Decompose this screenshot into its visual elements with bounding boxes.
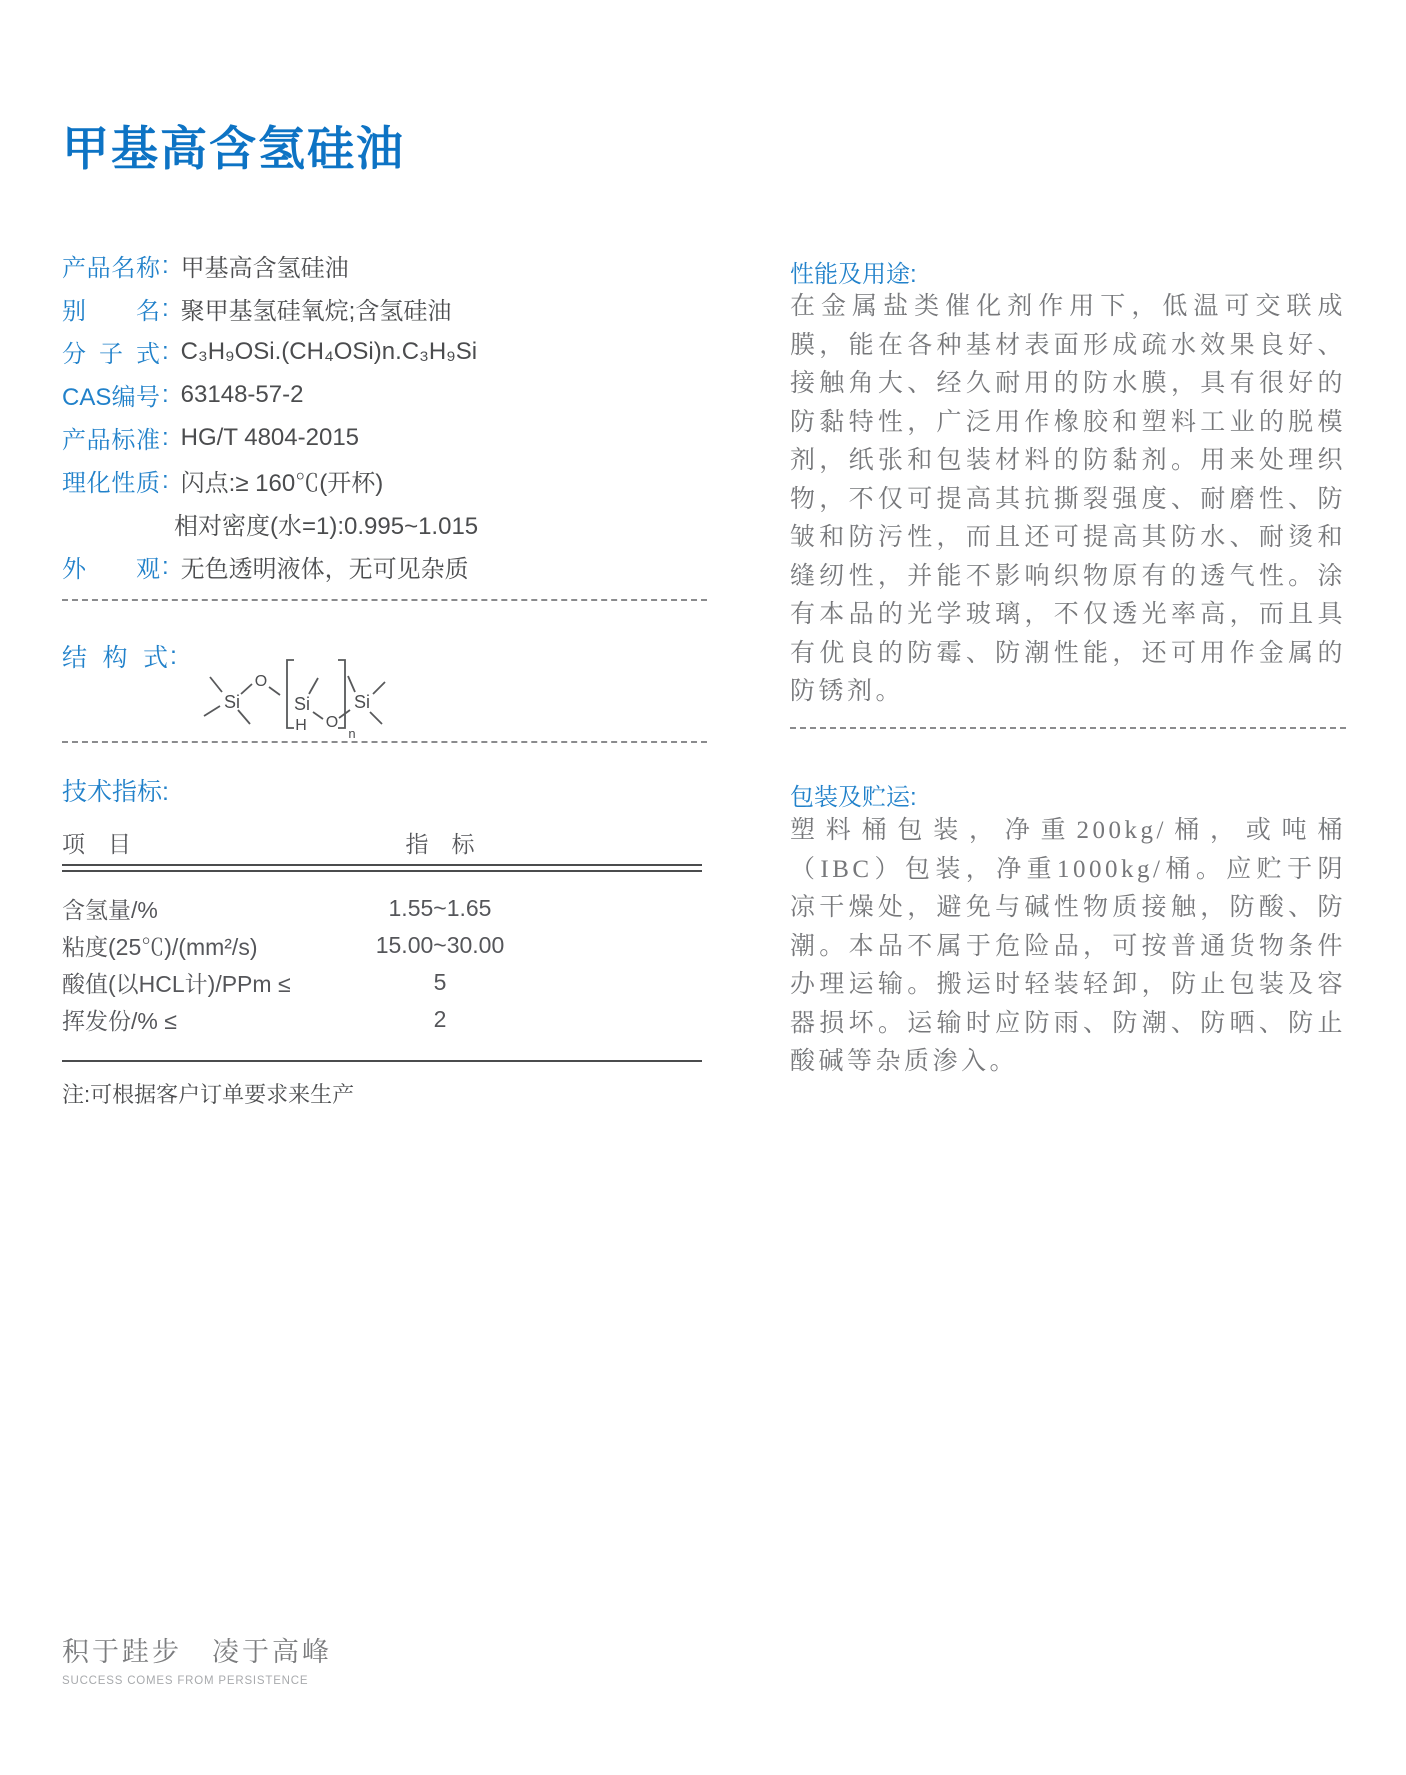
table-row <box>62 964 702 1001</box>
table-header-item: 项 目 <box>62 830 131 857</box>
packaging-heading: 包装及贮运: <box>790 784 917 811</box>
packaging-body: 塑料桶包装，净重200kg/桶，或吨桶（IBC）包装，净重1000kg/桶。应贮于阴凉干燥处，避免与碱性物质接触，防酸、防潮。本品不属于危险品，可按普通货物条件办理运输。搬运时轻装轻卸，防止包装及容器损坏。运输时应防雨、防潮、防晒、防止酸碱等杂质渗入。 <box>790 817 1346 1075</box>
table-cell-item: 挥发份/% ≤ <box>62 1008 177 1034</box>
atom-si-left: Si <box>223 692 241 712</box>
field-row-cas <box>62 373 710 416</box>
field-row-product-name <box>62 244 710 287</box>
field-value: C₃H₉OSi.(CH₄OSi)n.C₃H₉Si <box>180 337 478 365</box>
atom-si-middle: Si <box>293 694 311 714</box>
field-value: 63148-57-2 <box>180 380 304 408</box>
tech-spec-heading: 技术指标: <box>62 778 169 806</box>
structure-heading <box>62 638 189 674</box>
table-row <box>62 927 702 964</box>
field-colon: : <box>162 423 169 451</box>
table-cell-value: 15.00~30.00 <box>375 932 505 958</box>
table-row <box>62 890 702 927</box>
field-label: 别名 <box>62 298 160 325</box>
table-cell-item: 粘度(25℃)/(mm²/s) <box>62 934 258 960</box>
performance-body: 在金属盐类催化剂作用下，低温可交联成膜，能在各种基材表面形成疏水效果良好、接触角大、经久耐用的防水膜，具有很好的防黏特性，广泛用作橡胶和塑料工业的脱模剂，纸张和包装材料的防黏剂。用来处理织物，不仅可提高其抗撕裂强度、耐磨性、防皱和防污性，而且还可提高其防水、耐烫和缝纫性，并能不影响织物原有的透气性。涂有本品的光学玻璃，不仅透光率高，而且具有优良的防霉、防潮性能，还可用作金属的防锈剂。 <box>790 293 1346 705</box>
atom-si-right: Si <box>353 692 371 712</box>
field-value: 闪点:≥ 160℃(开杯) <box>180 470 384 497</box>
field-row-alias <box>62 287 710 330</box>
field-value: 无色透明液体，无可见杂质 <box>180 556 469 583</box>
atom-o-middle: O <box>325 714 339 731</box>
table-row <box>62 1001 702 1038</box>
field-label: 理化性质 <box>62 470 160 497</box>
atom-h: H <box>295 717 307 734</box>
footer-slogan-en: SUCCESS COMES FROM PERSISTENCE <box>62 1675 309 1687</box>
table-cell-item: 酸值(以HCL计)/PPm ≤ <box>62 971 291 997</box>
tech-spec-table <box>62 824 702 1109</box>
page-title: 甲基高含氢硅油 <box>62 122 405 175</box>
dashed-divider <box>62 599 707 601</box>
field-row-appearance <box>62 545 710 588</box>
dashed-divider <box>790 727 1346 729</box>
chemical-structure-diagram <box>192 646 397 741</box>
field-label: 分子式 <box>62 341 160 368</box>
field-colon: : <box>162 251 169 279</box>
table-double-rule <box>62 864 702 872</box>
field-label: 产品标准 <box>62 427 160 454</box>
footer-slogan-cn: 积于跬步 凌于高峰 <box>62 1637 332 1667</box>
table-cell-item: 含氢量/% <box>62 897 158 923</box>
atom-o-left: O <box>254 673 268 690</box>
field-value: 相对密度(水=1):0.995~1.015 <box>174 513 479 540</box>
field-colon: : <box>162 466 169 494</box>
field-colon: : <box>162 380 169 408</box>
field-value: 聚甲基氢硅氧烷;含氢硅油 <box>180 298 452 325</box>
footer <box>62 1630 332 1687</box>
field-colon: : <box>162 337 169 365</box>
table-body <box>62 872 702 1038</box>
field-colon: : <box>162 294 169 322</box>
structure-label: 结构式 <box>62 644 168 672</box>
table-header-value: 指 标 <box>405 830 475 857</box>
field-row-properties <box>62 459 710 502</box>
field-value: 甲基高含氢硅油 <box>180 255 349 282</box>
performance-heading: 性能及用途: <box>790 261 917 288</box>
product-info-list <box>62 244 710 588</box>
field-value: HG/T 4804-2015 <box>180 423 360 451</box>
dashed-divider <box>62 741 707 743</box>
field-colon: : <box>170 641 177 670</box>
table-note: 注:可根据客户订单要求来生产 <box>62 1082 355 1107</box>
field-row-formula <box>62 330 710 373</box>
subscript-n: n <box>348 726 356 741</box>
field-label: 外观 <box>62 556 160 583</box>
table-cell-value: 2 <box>433 1006 447 1032</box>
field-row-standard <box>62 416 710 459</box>
table-header-row <box>62 824 702 860</box>
table-cell-value: 1.55~1.65 <box>388 895 492 921</box>
table-cell-value: 5 <box>433 969 447 995</box>
field-label: 产品名称 <box>62 255 160 282</box>
field-label: CAS编号 <box>62 384 160 411</box>
field-colon: : <box>162 552 169 580</box>
table-bottom-rule <box>62 1060 702 1062</box>
field-row-density <box>62 502 710 545</box>
